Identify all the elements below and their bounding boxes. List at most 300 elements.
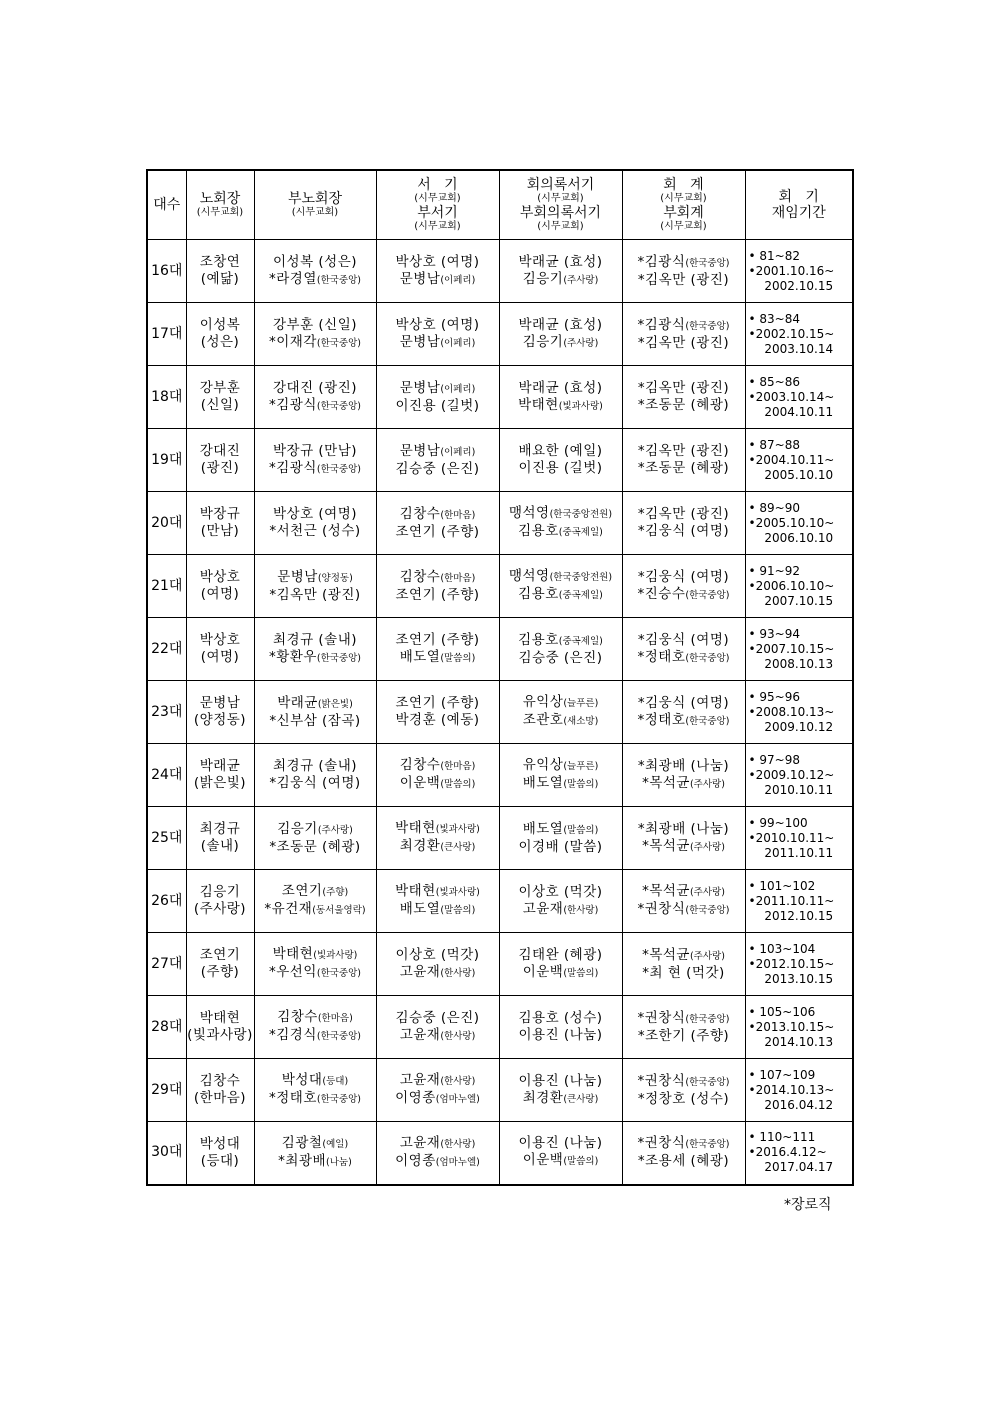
clerk-cell <box>376 681 499 744</box>
cell-line: 이운백(말씀의) <box>522 1152 599 1169</box>
clerk-cell <box>376 933 499 996</box>
cell-line: 문병남(양정동) <box>277 568 353 585</box>
vice-president-cell <box>254 1122 376 1185</box>
church-note: (한국중앙) <box>685 652 730 664</box>
church-note: (큰사랑) <box>563 1093 599 1105</box>
cell-line: •2005.10.10~ <box>748 515 835 530</box>
vice-president-cell <box>254 492 376 555</box>
church-note: (이페리) <box>440 337 476 349</box>
church-note: (큰사랑) <box>440 842 476 853</box>
cell-line: 이진용 (길벗) <box>395 397 480 414</box>
cell-line: *김광식(한국중앙) <box>269 396 361 413</box>
generation-cell: 27대 <box>147 933 186 996</box>
cell-line: • 93~94 <box>748 626 800 641</box>
clerk-cell <box>376 1122 499 1185</box>
cell-line: • 87~88 <box>748 437 800 452</box>
cell-line: *조동문 (혜광) <box>269 838 361 855</box>
church-note: (등대) <box>322 1076 349 1087</box>
church-note: (주사랑) <box>689 887 725 898</box>
vice-president-cell <box>254 1059 376 1122</box>
cell-line: 김용호(중곡제일) <box>518 586 603 602</box>
cell-line: 이성복 (성은) <box>272 253 358 270</box>
clerk-cell <box>376 1059 499 1122</box>
table-row <box>147 303 853 366</box>
term-cell <box>745 807 853 870</box>
church-note: (한국중앙전원) <box>549 509 613 520</box>
minutes-clerk-cell <box>499 240 622 303</box>
vice-president-cell <box>254 681 376 744</box>
cell-line: •2016.4.12~ <box>748 1145 827 1160</box>
col-gen-header: 대수 <box>147 170 186 240</box>
cell-line: 박상호 <box>199 632 241 648</box>
cell-line: 2008.10.13 <box>764 656 834 671</box>
col-minutes-header: 회의록서기 (시무교회) 부회의록서기 (시무교회) <box>499 170 622 240</box>
vice-president-cell <box>254 366 376 429</box>
president-cell <box>186 1122 254 1185</box>
church-note: (한사랑) <box>440 1030 476 1042</box>
cell-line: 이성복 <box>199 317 241 333</box>
cell-line: *목석균(주사랑) <box>642 946 725 963</box>
church-note: (늘푸른) <box>563 761 599 772</box>
col-vice-header: 부노회장 (시무교회) <box>254 170 376 240</box>
cell-line: 박태현(빛과사랑) <box>395 820 480 836</box>
cell-line: • 97~98 <box>748 752 800 767</box>
church-note: (새소망) <box>563 716 599 727</box>
cell-line: 조연기 (주향) <box>395 586 480 603</box>
minutes-clerk-cell <box>499 1122 622 1185</box>
cell-line: *진승수(한국중앙) <box>637 585 730 602</box>
cell-line: 2012.10.15 <box>764 908 834 923</box>
cell-line: 문병남(이페리) <box>399 442 476 459</box>
cell-line: *정창호 (성수) <box>637 1090 730 1107</box>
church-note: (한국중앙) <box>316 463 361 475</box>
cell-line: 박래균(밝은빛) <box>277 694 353 711</box>
cell-line: *권창식(한국중앙) <box>637 901 730 917</box>
clerk-cell <box>376 492 499 555</box>
cell-line: •2009.10.12~ <box>748 767 835 782</box>
officers-table <box>146 169 854 1186</box>
cell-line: 박태현(빛과사랑) <box>518 396 603 413</box>
cell-line: *김옥만 (광진) <box>637 506 730 522</box>
term-cell <box>745 1122 853 1185</box>
treasurer-cell <box>622 744 745 807</box>
cell-line: 2011.10.11 <box>764 845 834 860</box>
church-note: (빛과사랑) <box>435 824 480 835</box>
cell-line: (주사랑) <box>193 901 247 917</box>
president-cell <box>186 744 254 807</box>
church-note: (엄마누엘) <box>435 1094 480 1105</box>
cell-line: *김웅식 (여명) <box>269 775 361 791</box>
cell-line: 배요한 (예일) <box>518 443 603 459</box>
cell-line: 맹석영(한국중앙전원) <box>508 568 613 584</box>
church-note: (주사랑) <box>317 824 353 836</box>
church-note: (한국중앙) <box>685 905 730 916</box>
minutes-clerk-cell <box>499 555 622 618</box>
church-note: (말씀의) <box>563 824 599 836</box>
cell-line: *라경열(한국중앙) <box>269 270 361 287</box>
term-cell <box>745 681 853 744</box>
treasurer-cell <box>622 303 745 366</box>
cell-line: • 83~84 <box>748 311 800 326</box>
cell-line: •2003.10.14~ <box>748 389 835 404</box>
col-president-header: 노회장 (시무교회) <box>186 170 254 240</box>
cell-line: 박성대(등대) <box>281 1072 349 1088</box>
term-cell <box>745 744 853 807</box>
vice-president-cell <box>254 870 376 933</box>
cell-line: 문병남(이페리) <box>399 379 476 396</box>
cell-line: (예닮) <box>200 271 240 287</box>
minutes-clerk-cell <box>499 366 622 429</box>
church-note: (빛과사랑) <box>435 887 480 898</box>
treasurer-cell <box>622 240 745 303</box>
church-note: (한국중앙전원) <box>549 572 613 583</box>
church-note: (빛과사랑) <box>313 950 358 961</box>
cell-line: 조연기 (주향) <box>395 695 480 711</box>
cell-line: 이경배 (말씀) <box>518 838 603 855</box>
term-cell <box>745 303 853 366</box>
cell-line: 이영종(엄마누엘) <box>395 1090 480 1106</box>
cell-line: *김옥만 (광진) <box>269 586 361 603</box>
clerk-cell <box>376 618 499 681</box>
cell-line: 2010.10.11 <box>764 782 834 797</box>
vice-president-cell <box>254 240 376 303</box>
cell-line: 김용호 (성수) <box>518 1010 603 1026</box>
cell-line: 김응기(주사랑) <box>522 270 599 287</box>
cell-line: 2014.10.13 <box>764 1034 834 1049</box>
cell-line: (주향) <box>200 964 240 980</box>
church-note: (한국중앙) <box>685 1139 730 1151</box>
col-treasurer-header: 회 계 (시무교회) 부회계 (시무교회) <box>622 170 745 240</box>
cell-line: *최광배(나눔) <box>278 1152 352 1169</box>
cell-line: 김승중 (은진) <box>395 460 480 477</box>
term-cell <box>745 429 853 492</box>
table-row <box>147 1059 853 1122</box>
cell-line: 박장규 (만남) <box>272 442 358 459</box>
cell-line: (양정동) <box>193 712 247 728</box>
cell-line: *김웅식 (여명) <box>637 694 730 711</box>
president-cell <box>186 366 254 429</box>
cell-line: *김광식(한국중앙) <box>637 316 730 333</box>
cell-line: 김태완 (혜광) <box>518 946 603 963</box>
church-note: (말씀의) <box>563 967 599 979</box>
church-note: (한마음) <box>440 572 476 584</box>
church-note: (한국중앙) <box>685 589 730 601</box>
treasurer-cell <box>622 492 745 555</box>
cell-line: *우선익(한국중앙) <box>269 964 361 980</box>
treasurer-cell <box>622 996 745 1059</box>
cell-line: (밝은빛) <box>193 775 247 791</box>
treasurer-cell <box>622 429 745 492</box>
church-note: (한국중앙) <box>316 274 361 286</box>
cell-line: •2013.10.15~ <box>748 1019 835 1034</box>
clerk-cell <box>376 996 499 1059</box>
table-row <box>147 681 853 744</box>
church-note: (한국중앙) <box>685 1013 730 1025</box>
treasurer-cell <box>622 366 745 429</box>
church-note: (중곡제일) <box>558 635 603 647</box>
cell-line: 김승중 (은진) <box>518 649 603 666</box>
cell-line: 문병남(이페리) <box>399 333 476 350</box>
president-cell <box>186 618 254 681</box>
church-note: (한국중앙) <box>685 715 730 727</box>
church-note: (한국중앙) <box>685 1076 730 1088</box>
clerk-cell <box>376 870 499 933</box>
cell-line: • 81~82 <box>748 248 800 263</box>
church-note: (늘푸른) <box>563 698 599 709</box>
cell-line: 김창수(한마음) <box>399 568 476 585</box>
church-note: (주사랑) <box>689 778 725 790</box>
president-cell <box>186 1059 254 1122</box>
cell-line: 2002.10.15 <box>764 278 834 293</box>
treasurer-cell <box>622 933 745 996</box>
generation-cell: 22대 <box>147 618 186 681</box>
cell-line: *김옥만 (광진) <box>637 443 730 459</box>
clerk-cell <box>376 429 499 492</box>
vice-president-cell <box>254 555 376 618</box>
president-cell <box>186 429 254 492</box>
cell-line: *목석균(주사랑) <box>642 883 725 899</box>
church-note: (한국중앙) <box>685 257 730 269</box>
term-cell <box>745 618 853 681</box>
cell-line: *권창식(한국중앙) <box>637 1009 730 1026</box>
generation-cell: 20대 <box>147 492 186 555</box>
cell-line: 최경환(큰사랑) <box>399 838 476 854</box>
cell-line: •2006.10.10~ <box>748 578 835 593</box>
generation-cell: 29대 <box>147 1059 186 1122</box>
cell-line: 문병남(이페리) <box>399 270 476 287</box>
church-note: (밝은빛) <box>317 698 353 710</box>
vice-president-cell <box>254 996 376 1059</box>
cell-line: (만남) <box>200 523 240 539</box>
cell-line: 박태현(빛과사랑) <box>395 883 480 899</box>
cell-line: 조연기 <box>199 947 241 963</box>
church-note: (한사랑) <box>440 1076 476 1087</box>
president-cell <box>186 240 254 303</box>
cell-line: *권창식(한국중앙) <box>637 1072 730 1089</box>
generation-cell: 17대 <box>147 303 186 366</box>
church-note: (중곡제일) <box>558 590 603 601</box>
cell-line: •2014.10.13~ <box>748 1082 835 1097</box>
treasurer-cell <box>622 681 745 744</box>
generation-cell: 30대 <box>147 1122 186 1185</box>
church-note: (주향) <box>322 887 349 898</box>
cell-line: • 85~86 <box>748 374 800 389</box>
cell-line: •2010.10.11~ <box>748 830 835 845</box>
cell-line: (신일) <box>200 397 240 413</box>
church-note: (주사랑) <box>563 274 599 286</box>
church-note: (말씀의) <box>440 779 476 790</box>
cell-line: *황환우(한국중앙) <box>269 648 361 665</box>
cell-line: 배도열(말씀의) <box>399 901 476 917</box>
cell-line: • 101~102 <box>748 878 816 893</box>
col-clerk-header: 서 기 (시무교회) 부서기 (시무교회) <box>376 170 499 240</box>
cell-line: 박경훈 (예동) <box>395 712 480 728</box>
cell-line: 배도열(말씀의) <box>522 775 599 791</box>
vice-president-cell <box>254 618 376 681</box>
cell-line: *김광식(한국중앙) <box>637 253 730 270</box>
president-cell <box>186 870 254 933</box>
cell-line: 조연기 (주향) <box>395 631 480 648</box>
vice-president-cell <box>254 744 376 807</box>
cell-line: 김응기(주사랑) <box>522 333 599 350</box>
church-note: (한마음) <box>440 509 476 521</box>
vice-president-cell <box>254 429 376 492</box>
table-row <box>147 996 853 1059</box>
church-note: (말씀의) <box>563 779 599 790</box>
cell-line: 조창연 <box>199 254 241 270</box>
cell-line: *김광식(한국중앙) <box>269 459 361 476</box>
header-row <box>147 170 853 240</box>
cell-line: *조한기 (주향) <box>637 1027 730 1044</box>
cell-line: • 91~92 <box>748 563 800 578</box>
cell-line: *정태호(한국중앙) <box>637 648 730 665</box>
cell-line: 2007.10.15 <box>764 593 834 608</box>
cell-line: (여명) <box>200 649 240 665</box>
generation-cell: 19대 <box>147 429 186 492</box>
term-cell <box>745 366 853 429</box>
cell-line: 2006.10.10 <box>764 530 834 545</box>
cell-line: 강대진 (광진) <box>272 379 358 396</box>
vice-president-cell <box>254 303 376 366</box>
church-note: (주사랑) <box>689 841 725 853</box>
cell-line: 김창수(한마음) <box>277 1009 353 1025</box>
cell-line: 강부훈 <box>199 380 241 396</box>
clerk-cell <box>376 366 499 429</box>
cell-line: (광진) <box>200 460 240 476</box>
cell-line: *김옥만 (광진) <box>637 271 730 288</box>
president-cell <box>186 807 254 870</box>
cell-line: 박장규 <box>199 506 241 522</box>
minutes-clerk-cell <box>499 1059 622 1122</box>
cell-line: • 103~104 <box>748 941 816 956</box>
cell-line: • 99~100 <box>748 815 808 830</box>
cell-line: 박상호 (여명) <box>272 506 358 522</box>
cell-line: 고윤재(한사랑) <box>522 900 599 917</box>
church-note: (주사랑) <box>689 950 725 962</box>
cell-line: (등대) <box>200 1152 240 1169</box>
cell-line: 2005.10.10 <box>764 467 834 482</box>
minutes-clerk-cell <box>499 807 622 870</box>
cell-line: • 105~106 <box>748 1004 816 1019</box>
cell-line: (빛과사랑) <box>187 1027 253 1043</box>
church-note: (중곡제일) <box>558 527 603 538</box>
church-note: (한국중앙) <box>685 320 730 332</box>
minutes-clerk-cell <box>499 429 622 492</box>
cell-line: 배도열(말씀의) <box>522 820 599 837</box>
cell-line: 이운백(말씀의) <box>399 775 476 791</box>
cell-line: 유익상(늘푸른) <box>522 694 599 710</box>
cell-line: 조연기(주향) <box>281 883 349 899</box>
cell-line: 김창수(한마음) <box>399 505 476 522</box>
term-cell <box>745 870 853 933</box>
term-cell <box>745 933 853 996</box>
cell-line: •2012.10.15~ <box>748 956 835 971</box>
cell-line: 조관호(새소망) <box>522 712 599 728</box>
cell-line: 이용진 (나눔) <box>518 1027 603 1043</box>
cell-line: (한마음) <box>193 1090 247 1106</box>
cell-line: *김옥만 (광진) <box>637 334 730 351</box>
col-term-header: 회 기 재임기간 <box>745 170 853 240</box>
cell-line: •2011.10.11~ <box>748 893 835 908</box>
cell-line: *최광배 (나눔) <box>637 820 730 837</box>
cell-line: 이상호 (먹갓) <box>395 946 480 963</box>
cell-line: 박상호 (여명) <box>395 316 480 333</box>
cell-line: 김창수(한마음) <box>399 757 476 773</box>
table-row <box>147 807 853 870</box>
president-cell <box>186 303 254 366</box>
cell-line: 고윤재(한사랑) <box>399 1026 476 1043</box>
clerk-cell <box>376 240 499 303</box>
treasurer-cell <box>622 807 745 870</box>
cell-line: *김웅식 (여명) <box>637 568 730 585</box>
clerk-cell <box>376 807 499 870</box>
cell-line: • 89~90 <box>748 500 800 515</box>
minutes-clerk-cell <box>499 744 622 807</box>
cell-line: 강부훈 (신일) <box>272 316 358 333</box>
church-note: (한국중앙) <box>316 337 361 349</box>
cell-line: *김옥만 (광진) <box>637 380 730 396</box>
cell-line: 김광철(예일) <box>281 1134 349 1151</box>
cell-line: 박태현 <box>199 1010 241 1026</box>
cell-line: 김용호(중곡제일) <box>518 523 603 539</box>
table-row <box>147 240 853 303</box>
cell-line: 고윤재(한사랑) <box>399 963 476 980</box>
cell-line: •2001.10.16~ <box>748 263 835 278</box>
cell-line: 이영종(엄마누엘) <box>395 1152 480 1169</box>
cell-line: 최경환(큰사랑) <box>522 1089 599 1106</box>
cell-line: 2013.10.15 <box>764 971 834 986</box>
church-note: (한마음) <box>440 761 476 772</box>
generation-cell: 18대 <box>147 366 186 429</box>
minutes-clerk-cell <box>499 492 622 555</box>
church-note: (한마음) <box>317 1013 353 1024</box>
church-note: (양정동) <box>317 572 353 584</box>
cell-line: • 107~109 <box>748 1067 816 1082</box>
term-cell <box>745 492 853 555</box>
cell-line: 박상호 (여명) <box>395 253 480 270</box>
cell-line: *정태호(한국중앙) <box>269 1090 361 1106</box>
table-row <box>147 933 853 996</box>
church-note: (이페리) <box>440 274 476 286</box>
table-row <box>147 870 853 933</box>
cell-line: 이진용 (길벗) <box>518 460 603 476</box>
generation-cell: 24대 <box>147 744 186 807</box>
president-cell <box>186 555 254 618</box>
cell-line: *신부삼 (잠곡) <box>269 712 361 729</box>
church-note: (말씀의) <box>563 1156 599 1168</box>
cell-line: *유건재(동서울영락) <box>264 901 366 917</box>
vice-president-cell <box>254 933 376 996</box>
cell-line: 문병남 <box>199 695 241 711</box>
church-note: (말씀의) <box>440 652 476 664</box>
church-note: (예일) <box>322 1138 349 1150</box>
cell-line: 2009.10.12 <box>764 719 834 734</box>
cell-line: 김창수 <box>199 1073 241 1089</box>
generation-cell: 16대 <box>147 240 186 303</box>
table-row <box>147 366 853 429</box>
church-note: (한사랑) <box>440 1138 476 1150</box>
treasurer-cell <box>622 555 745 618</box>
cell-line: 김응기(주사랑) <box>277 820 353 837</box>
cell-line: *김웅식 (여명) <box>637 631 730 648</box>
minutes-clerk-cell <box>499 681 622 744</box>
treasurer-cell <box>622 1059 745 1122</box>
president-cell <box>186 933 254 996</box>
cell-line: 김응기 <box>199 884 241 900</box>
table-row <box>147 744 853 807</box>
term-cell <box>745 996 853 1059</box>
vice-president-cell <box>254 807 376 870</box>
